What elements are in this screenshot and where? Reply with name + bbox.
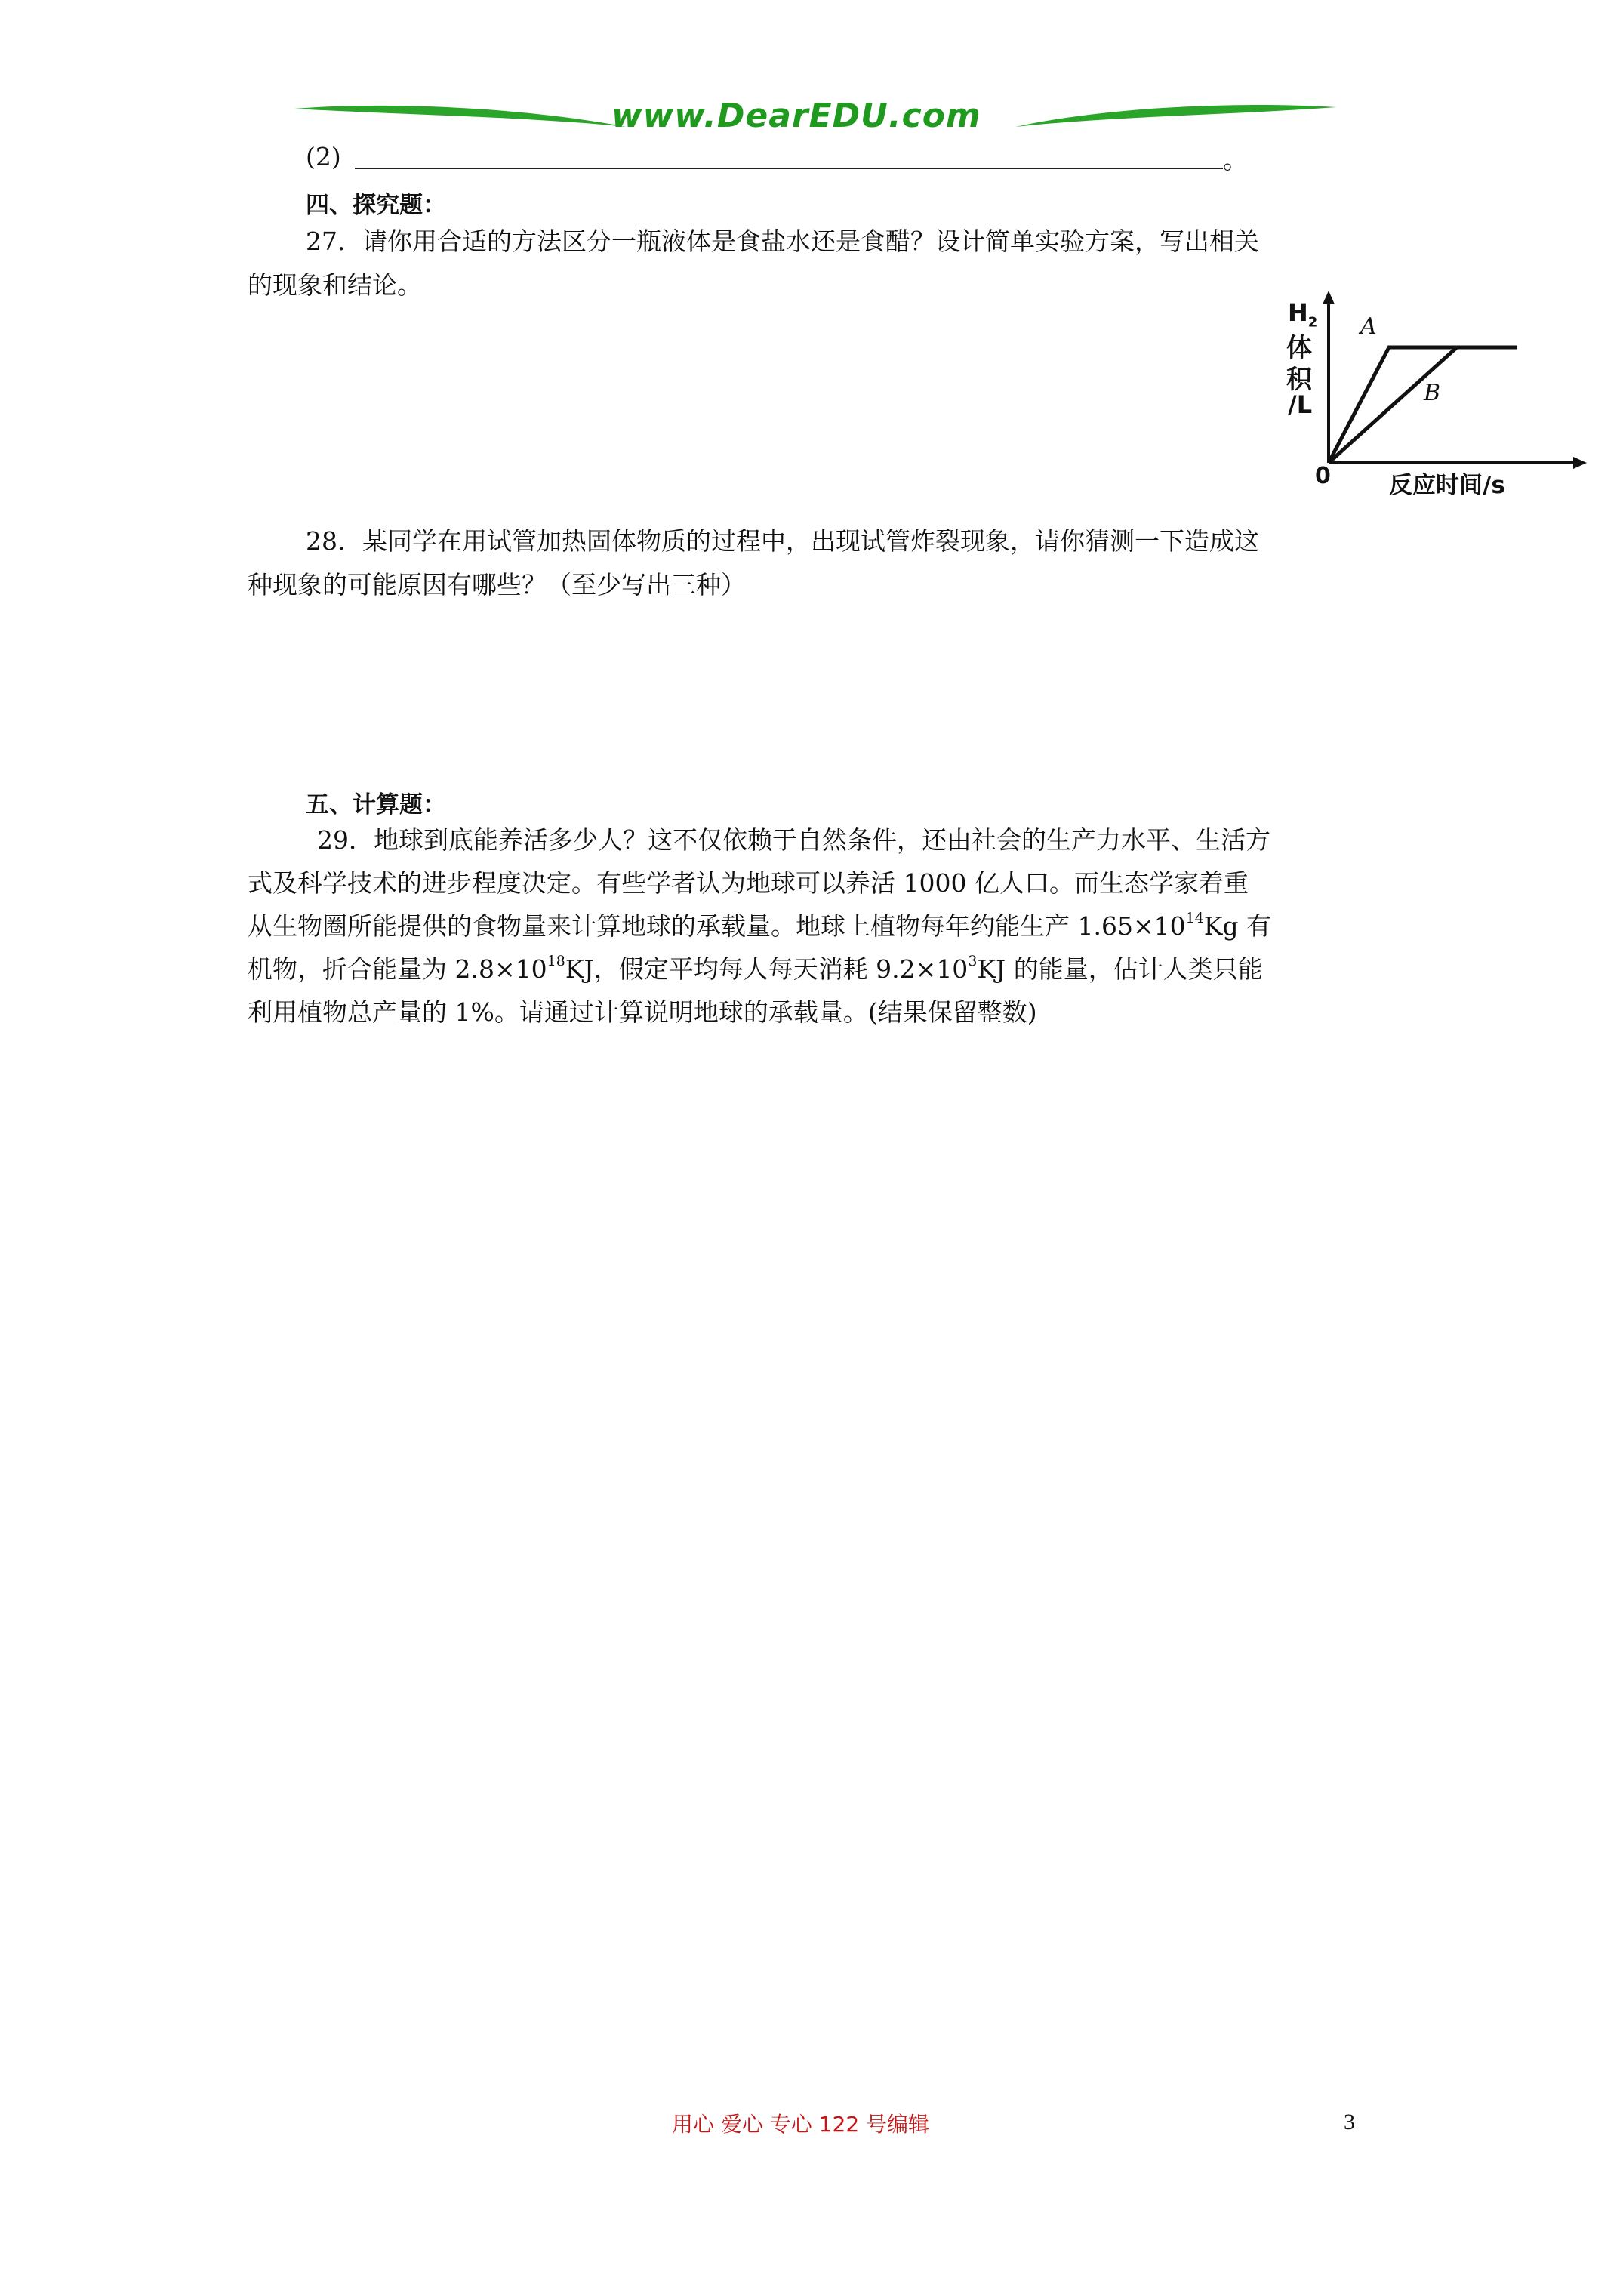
page-number: 3 — [1344, 2110, 1355, 2134]
q27-line-2: 的现象和结论。 — [248, 270, 422, 300]
q29-line-1: 29．地球到底能养活多少人？这不仅依赖于自然条件，还由社会的生产力水平、生活方 — [317, 825, 1270, 855]
curve-a — [1329, 347, 1517, 463]
section-5-title: 五、计算题： — [306, 791, 446, 818]
q26-end-mark: 。 — [1223, 145, 1248, 174]
y-axis-arrow — [1323, 291, 1335, 304]
x-axis-arrow — [1573, 457, 1587, 469]
y-label-char-2: 积 — [1286, 365, 1312, 395]
logo-swoosh-right — [1015, 97, 1336, 142]
y-label-char-3: /L — [1288, 390, 1313, 419]
logo-swoosh-left — [294, 97, 627, 142]
x-axis-label: 反应时间/s — [1389, 472, 1505, 499]
q28-line-2: 种现象的可能原因有哪些？（至少写出三种） — [248, 570, 746, 599]
q27-line-1: 27．请你用合适的方法区分一瓶液体是食盐水还是食醋？设计简单实验方案，写出相关 — [306, 227, 1259, 256]
header-logo — [294, 97, 1336, 142]
q29-line-2: 式及科学技术的进步程度决定。有些学者认为地球可以养活 1000 亿人口。而生态学家着重 — [248, 868, 1249, 898]
q29-line-3: 从生物圈所能提供的食物量来计算地球的承载量。地球上植物每年约能生产 $1.65\times 10^{14}Kg$ 有 — [248, 910, 1272, 941]
q29-line-5: 利用植物总产量的 1%。请通过计算说明地球的承载量。(结果保留整数) — [248, 997, 1037, 1027]
q26-answer-blank[interactable] — [355, 168, 1223, 169]
curve-b-label: B — [1424, 380, 1441, 406]
curve-a-label: A — [1360, 313, 1377, 340]
q28-line-1: 28．某同学在用试管加热固体物质的过程中，出现试管炸裂现象，请你猜测一下造成这 — [306, 526, 1259, 556]
q29-line-4: 机物，折合能量为 $2.8\times 10^{18}KJ$，假定平均每人每天消耗 $9.2\times 10^3KJ$ 的能量，估计人类只能 — [248, 953, 1263, 984]
logo-text[interactable]: www.DearEDU.com — [611, 97, 981, 135]
footer-text: 用心 爱心 专心 122 号编辑 — [672, 2112, 930, 2137]
h2-volume-figure — [1276, 291, 1593, 499]
y-label-h2: $H_2$ — [1288, 298, 1318, 331]
q26-item2-label: (2) — [306, 142, 341, 171]
origin-label: 0 — [1315, 463, 1331, 489]
section-4-title: 四、探究题： — [306, 192, 446, 219]
y-label-char-1: 体 — [1286, 333, 1312, 363]
